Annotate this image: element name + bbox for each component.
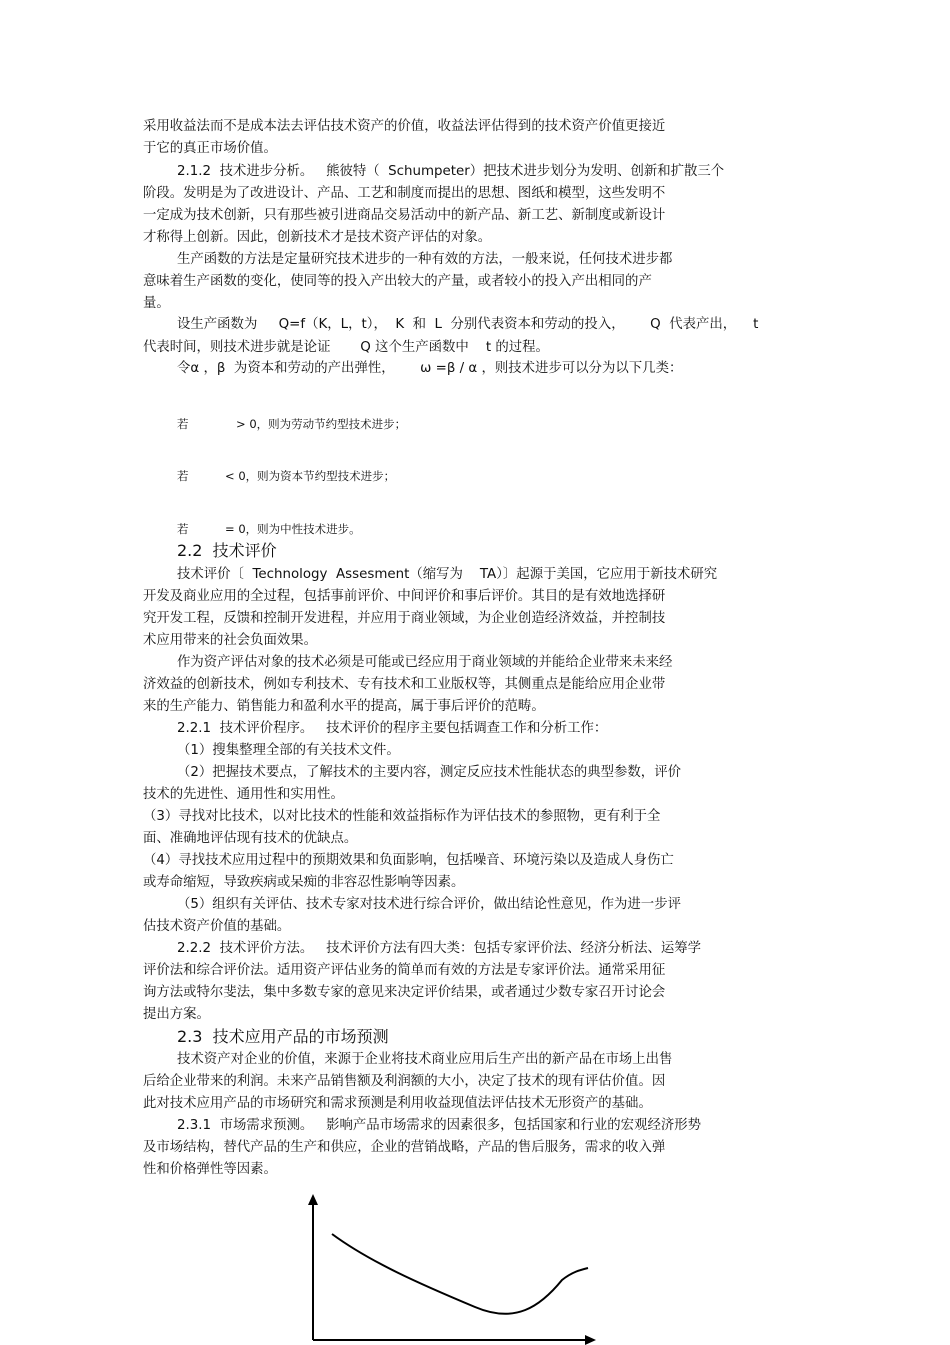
demand-curve (332, 1234, 588, 1314)
text-line: 作为资产评估对象的技术必须是可能或已经应用于商业领域的并能给企业带来未来经 (177, 655, 673, 670)
text-line: 询方法或特尔斐法，集中多数专家的意见来决定评价结果，或者通过少数专家召开讨论会 (143, 985, 666, 1000)
text-line: 后给企业带来的利润。未来产品销售额及利润额的大小，决定了技术的现有评估价值。因 (143, 1074, 666, 1089)
text-line: 评价法和综合评价法。适用资产评估业务的简单而有效的方法是专家评价法。通常采用征 (143, 963, 666, 978)
list-item: （3）寻找对比技术，以对比技术的性能和效益指标作为评估技术的参照物，更有利于全 (143, 809, 661, 824)
list-item: （5）组织有关评估、技术专家对技术进行综合评价，做出结论性意见，作为进一步评 (177, 897, 681, 912)
text-line: 或寿命缩短，导致疾病或呆痴的非容忍性影响等因素。 (143, 875, 465, 890)
section-heading-2-2: 2.2 技术评价 (177, 541, 277, 560)
text-line: 济效益的创新技术，例如专利技术、专有技术和工业版权等，其侧重点是能给应用企业带 (143, 677, 666, 692)
text-line: 技术评价〔 Technology Assesment（缩写为 TA）〕起源于美国，它应用于新技术研究 (177, 567, 718, 582)
demand-curve-svg (300, 1192, 600, 1345)
text-line: 令α ，β 为资本和劳动的产出弹性， ω =β / α ，则技术进步可以分为以下几类： (177, 361, 683, 376)
text-line: 技术资产对企业的价值，来源于企业将技术商业应用后生产出的新产品在市场上出售 (177, 1052, 673, 1067)
condition-line: 若 < 0，则为资本节约型技术进步； (177, 469, 396, 483)
text-line: 量。 (143, 296, 170, 311)
text-line: 提出方案。 (143, 1007, 210, 1022)
condition-line: 若 > 0，则为劳动节约型技术进步； (177, 417, 407, 431)
list-item: （1）搜集整理全部的有关技术文件。 (177, 743, 400, 758)
section-2-2-1-line: 2.2.1 技术评价程序。 技术评价的程序主要包括调查工作和分析工作： (177, 721, 608, 736)
text-line: 阶段。发明是为了改进设计、产品、工艺和制度而提出的思想、图纸和模型，这些发明不 (143, 186, 666, 201)
text-line: 此对技术应用产品的市场研究和需求预测是利用收益现值法评估技术无形资产的基础。 (143, 1096, 652, 1111)
text-line: 采用收益法而不是成本法去评估技术资产的价值，收益法评估得到的技术资产价值更接近 (143, 119, 666, 134)
text-line: 术应用带来的社会负面效果。 (143, 633, 318, 648)
list-item: （2）把握技术要点，了解技术的主要内容，测定反应技术性能状态的典型参数，评价 (177, 765, 681, 780)
text-line: 一定成为技术创新，只有那些被引进商品交易活动中的新产品、新工艺、新制度或新设计 (143, 208, 666, 223)
text-line: 面、准确地评估现有技术的优缺点。 (143, 831, 358, 846)
text-line: 来的生产能力、销售能力和盈利水平的提高，属于事后评价的范畴。 (143, 699, 545, 714)
text-line: 究开发工程，反馈和控制开发进程，并应用于商业领域，为企业创造经济效益，并控制技 (143, 611, 666, 626)
x-axis-arrow (585, 1335, 596, 1345)
condition-line: 若 = 0，则为中性技术进步。 (177, 522, 361, 536)
text-line: 性和价格弹性等因素。 (143, 1162, 277, 1177)
text-line: 及市场结构，替代产品的生产和供应，企业的营销战略，产品的售后服务，需求的收入弹 (143, 1140, 666, 1155)
section-heading-2-3: 2.3 技术应用产品的市场预测 (177, 1027, 389, 1046)
text-line: 才称得上创新。因此，创新技术才是技术资产评估的对象。 (143, 230, 492, 245)
section-2-2-2-line: 2.2.2 技术评价方法。 技术评价方法有四大类：包括专家评价法、经济分析法、运筹学 (177, 941, 702, 956)
text-line: 设生产函数为 Q=f（K，L，t）， K 和 L 分别代表资本和劳动的投入， Q 代表产出， t (177, 317, 759, 332)
text-line: 估技术资产价值的基础。 (143, 919, 291, 934)
list-item: （4）寻找技术应用过程中的预期效果和负面影响，包括噪音、环境污染以及造成人身伤亡 (143, 853, 674, 868)
text-line: 技术的先进性、通用性和实用性。 (143, 787, 344, 802)
y-axis-arrow (308, 1194, 318, 1205)
text-line: 生产函数的方法是定量研究技术进步的一种有效的方法，一般来说，任何技术进步都 (177, 252, 673, 267)
text-line: 于它的真正市场价值。 (143, 141, 277, 156)
section-2-3-1-line: 2.3.1 市场需求预测。 影响产品市场需求的因素很多，包括国家和行业的宏观经济形势 (177, 1118, 702, 1133)
section-2-1-2-line: 2.1.2 技术进步分析。 熊彼特（ Schumpeter）把技术进步划分为发明、创新和扩散三个 (177, 164, 725, 179)
text-line: 代表时间，则技术进步就是论证 Q 这个生产函数中 t 的过程。 (143, 340, 549, 355)
text-line: 开发及商业应用的全过程，包括事前评价、中间评价和事后评价。其目的是有效地选择研 (143, 589, 666, 604)
text-line: 意味着生产函数的变化，使同等的投入产出较大的产量，或者较小的投入产出相同的产 (143, 274, 652, 289)
demand-curve-figure (300, 1192, 600, 1345)
